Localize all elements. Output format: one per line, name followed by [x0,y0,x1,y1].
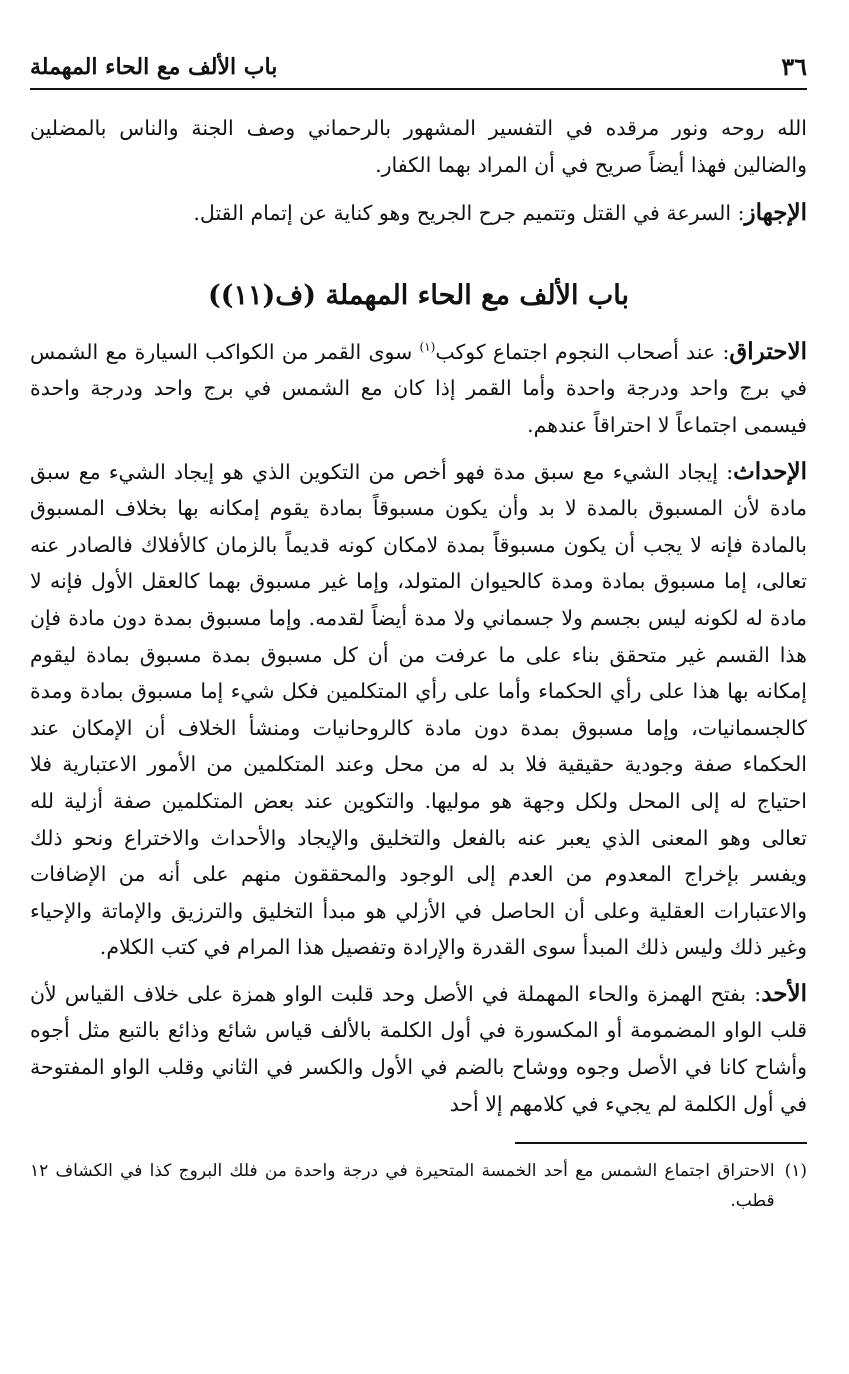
entry-ihtiraq [30,334,807,444]
footnote-text: الاحتراق اجتماع الشمس مع أحد الخمسة المتحيرة في درجة واحدة من فلك البروج كذا في الكشاف ١٢ قطب. [30,1161,775,1212]
entry-term: الإجهاز [744,199,807,227]
entry-term: الإحداث [733,457,807,485]
footnote-reference: (١) [419,339,436,354]
entry-text: : إيجاد الشيء مع سبق مدة فهو أخص من التكوين الذي هو إيجاد الشيء مع سبق مادة لأن المسبوق بالمدة لا بد وأن يكون مسبوقاً بمادة يقوم إمكانه بها بخلاف المسبوق بالمادة فإنه لا يجب أن يكون مسبوقاً بمدة لامكان كونه قديماً بالزمان كالأفلاك فالصادر عنه تعالى، إما مسبوق بمادة ومدة كالحيوان المتولد، وإما غير مسبوق بهما كالعقل الأول فإنه لا مادة له لكونه ليس بجسم ولا جسماني ولا مدة أيضاً لقدمه. وإما مسبوق بمدة دون مادة فإن هذا القسم غير متحقق بناء على ما عرفت من أن كل مسبوق بمدة مسبوق بمادة ليقوم إمكانه بها هذا على رأي الحكماء وأما على رأي المتكلمين فكل شيء إما مسبوق بمادة ومدة كالجسمانيات، وإما مسبوق بمدة دون مادة كالروحانيات ومنشأ الخلاف أن الإمكان عند الحكماء صفة وجودية حقيقية فلا بد له من محل وعند المتكلمين من الأمور الاعتبارية فلا احتياج له إلى المحل ولكل وجهة هو موليها. والتكوين عند بعض المتكلمين صفة أزلية لله تعالى وهو المعنى الذي يعبر عنه بالفعل والتخليق والإيجاد والأحداث والاختراع ونحو ذلك ويفسر بإخراج المعدوم من العدم إلى الوجود والمحققون منهم على أنه من الإضافات والاعتبارات العقلية وعلى أن الحاصل في الأزلي هو مبدأ التخليق والترزيق والإماتة والإحياء وغير ذلك وليس ذلك المبدأ سوى القدرة والإرادة وتفصيل هذا المرام في كتب الكلام. [30,459,807,960]
entry-text: : السرعة في القتل وتتميم جرح الجريح وهو كناية عن إتمام القتل. [193,201,745,226]
chapter-heading: باب الألف مع الحاء المهملة (ف(١١)) [207,279,630,311]
entry-term: الاحتراق [729,337,807,365]
footnote [30,1156,807,1216]
entry-ihdath [30,454,807,966]
page-header [30,52,807,90]
page-number: ٣٦ [781,52,807,81]
paragraph-continuation: الله روحه ونور مرقده في التفسير المشهور بالرحماني وصف الجنة والناس بالمضلين والضالين فهذا أيضاً صريح في أن المراد بهما الكفار. [30,116,807,177]
entry-ahad [30,976,807,1122]
entry-term: الأحد [761,979,807,1007]
footnote-number: (١) [784,1161,807,1182]
entry-ijhaz [30,195,807,232]
footnote-divider [515,1142,807,1144]
entry-text: : بفتح الهمزة والحاء المهملة في الأصل وحد قلبت الواو همزة على خلاف القياس لأن قلب الواو المضمومة أو المكسورة في أول الكلمة بالألف قياس شائع وذائع بالتبع مثل أجوه وأشاح كانا في الأصل وجوه ووشاح بالضم في الأول والكسر في الثاني وقلب الواو المفتوحة في أول الكلمة لم يجيء في كلامهم إلا أحد [30,981,807,1116]
entry-text: : عند أصحاب النجوم اجتماع كوكب [435,339,730,364]
running-title: باب الألف مع الحاء المهملة [30,54,278,80]
entry-text: سوى القمر من الكواكب السيارة مع الشمس في برج واحد ودرجة واحدة وأما القمر إذا كان مع الشمس في برج واحد ودرجة واحدة فيسمى اجتماعاً لا احتراقاً عندهم. [30,339,807,437]
